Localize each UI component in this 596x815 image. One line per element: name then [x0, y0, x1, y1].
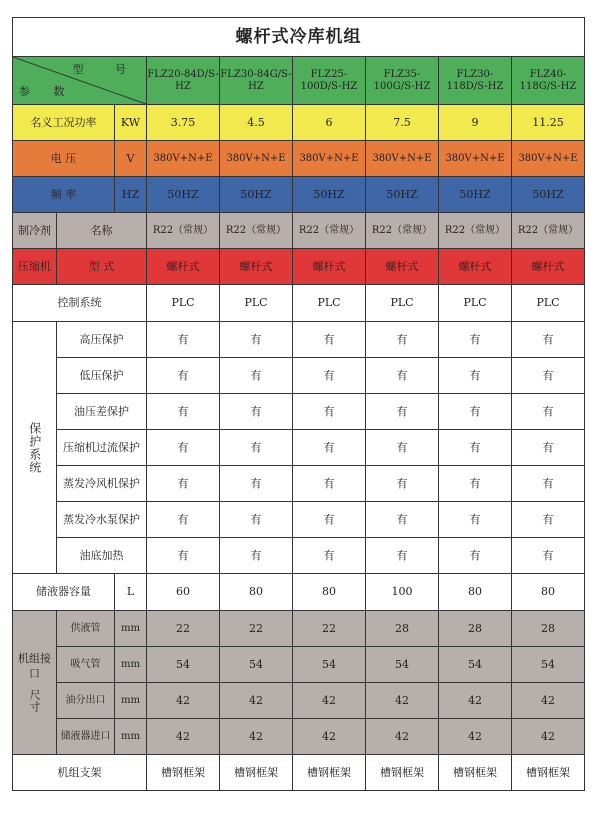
refrigerant-value: R22（常规） [366, 213, 439, 249]
protection-value: 有 [220, 466, 293, 502]
power-label: 名义工况功率 [13, 105, 115, 141]
connection-value: 22 [220, 611, 293, 647]
protection-item-label: 油底加热 [57, 538, 147, 574]
protection-value: 有 [366, 322, 439, 358]
control-value: PLC [293, 285, 366, 322]
protection-value: 有 [366, 466, 439, 502]
model-header: FLZ30-118D/S-HZ [439, 57, 512, 105]
protection-item-label: 蒸发冷水泵保护 [57, 502, 147, 538]
model-header: FLZ35-100G/S-HZ [366, 57, 439, 105]
protection-value: 有 [512, 322, 585, 358]
protection-value: 有 [147, 394, 220, 430]
voltage-value: 380V+N+E [293, 141, 366, 177]
protection-value: 有 [293, 502, 366, 538]
spec-table [12, 17, 585, 791]
receiver-value: 60 [147, 574, 220, 611]
connection-label: 吸气管 [57, 647, 115, 683]
connection-value: 28 [512, 611, 585, 647]
protection-value: 有 [439, 502, 512, 538]
model-header: FLZ25-100D/S-HZ [293, 57, 366, 105]
model-header: FLZ30-84G/S-HZ [220, 57, 293, 105]
protection-item-label: 压缩机过流保护 [57, 430, 147, 466]
connection-unit: mm [115, 683, 147, 719]
table-title: 螺杆式冷库机组 [13, 18, 585, 57]
protection-value: 有 [366, 358, 439, 394]
voltage-value: 380V+N+E [512, 141, 585, 177]
compressor-value: 螺杆式 [220, 249, 293, 285]
compressor-value: 螺杆式 [439, 249, 512, 285]
protection-value: 有 [439, 430, 512, 466]
receiver-value: 80 [220, 574, 293, 611]
protection-value: 有 [439, 538, 512, 574]
header-diagonal-cell [13, 57, 147, 105]
receiver-unit: L [115, 574, 147, 611]
connection-unit: mm [115, 719, 147, 755]
protection-value: 有 [366, 502, 439, 538]
connection-unit: mm [115, 611, 147, 647]
receiver-value: 80 [512, 574, 585, 611]
connection-value: 22 [293, 611, 366, 647]
frequency-label: 频 率 [13, 177, 115, 213]
connections-group-cell [13, 611, 57, 755]
refrigerant-value: R22（常规） [512, 213, 585, 249]
refrigerant-value: R22（常规） [220, 213, 293, 249]
protection-value: 有 [439, 394, 512, 430]
spec-sheet [12, 17, 584, 803]
connections-group-bottom: 尺寸 [28, 689, 42, 714]
power-unit: KW [115, 105, 147, 141]
connection-value: 42 [220, 683, 293, 719]
frequency-value: 50HZ [512, 177, 585, 213]
protection-value: 有 [220, 430, 293, 466]
type-label: 型 号 [72, 63, 140, 76]
refrigerant-name-label: 名称 [57, 213, 147, 249]
protection-value: 有 [293, 466, 366, 502]
connection-value: 54 [220, 647, 293, 683]
compressor-value: 螺杆式 [147, 249, 220, 285]
protection-value: 有 [293, 358, 366, 394]
protection-value: 有 [439, 358, 512, 394]
compressor-type-label: 型 式 [57, 249, 147, 285]
frequency-value: 50HZ [293, 177, 366, 213]
voltage-value: 380V+N+E [147, 141, 220, 177]
power-value: 4.5 [220, 105, 293, 141]
connection-unit: mm [115, 647, 147, 683]
connection-value: 22 [147, 611, 220, 647]
protection-value: 有 [147, 358, 220, 394]
protection-value: 有 [220, 538, 293, 574]
connection-value: 54 [439, 647, 512, 683]
protection-value: 有 [366, 430, 439, 466]
control-value: PLC [220, 285, 293, 322]
protection-value: 有 [366, 538, 439, 574]
power-value: 9 [439, 105, 512, 141]
voltage-unit: V [115, 141, 147, 177]
receiver-value: 80 [439, 574, 512, 611]
connections-group-top: 机组接口 [18, 651, 51, 680]
frame-value: 槽钢框架 [366, 755, 439, 791]
connection-value: 42 [439, 683, 512, 719]
protection-value: 有 [147, 430, 220, 466]
control-value: PLC [366, 285, 439, 322]
protection-value: 有 [293, 430, 366, 466]
refrigerant-value: R22（常规） [439, 213, 512, 249]
receiver-value: 100 [366, 574, 439, 611]
protection-value: 有 [512, 466, 585, 502]
refrigerant-group-label: 制冷剂 [13, 213, 57, 249]
voltage-label: 电 压 [13, 141, 115, 177]
connection-value: 42 [439, 719, 512, 755]
control-label: 控制系统 [13, 285, 147, 322]
control-value: PLC [147, 285, 220, 322]
connection-value: 42 [147, 719, 220, 755]
frequency-value: 50HZ [220, 177, 293, 213]
connection-value: 42 [293, 719, 366, 755]
protection-value: 有 [293, 538, 366, 574]
frequency-unit: HZ [115, 177, 147, 213]
protection-value: 有 [220, 502, 293, 538]
protection-value: 有 [512, 430, 585, 466]
connection-value: 54 [512, 647, 585, 683]
connection-value: 54 [293, 647, 366, 683]
connection-value: 42 [220, 719, 293, 755]
protection-value: 有 [220, 322, 293, 358]
protection-value: 有 [220, 358, 293, 394]
power-value: 3.75 [147, 105, 220, 141]
compressor-value: 螺杆式 [293, 249, 366, 285]
frequency-value: 50HZ [439, 177, 512, 213]
model-header: FLZ20-84D/S-HZ [147, 57, 220, 105]
frame-value: 槽钢框架 [293, 755, 366, 791]
protection-value: 有 [512, 538, 585, 574]
connection-value: 42 [366, 683, 439, 719]
power-value: 7.5 [366, 105, 439, 141]
connection-value: 54 [366, 647, 439, 683]
protection-value: 有 [147, 538, 220, 574]
connection-value: 28 [439, 611, 512, 647]
protection-value: 有 [512, 502, 585, 538]
connection-value: 54 [147, 647, 220, 683]
connection-value: 28 [366, 611, 439, 647]
power-value: 11.25 [512, 105, 585, 141]
refrigerant-value: R22（常规） [147, 213, 220, 249]
protection-item-label: 油压差保护 [57, 394, 147, 430]
protection-group-label: 保护系统 [27, 421, 42, 474]
connection-label: 供液管 [57, 611, 115, 647]
protection-value: 有 [293, 322, 366, 358]
voltage-value: 380V+N+E [439, 141, 512, 177]
voltage-value: 380V+N+E [366, 141, 439, 177]
frame-label: 机组支架 [13, 755, 147, 791]
protection-group-cell [13, 322, 57, 574]
frame-value: 槽钢框架 [439, 755, 512, 791]
protection-value: 有 [293, 394, 366, 430]
protection-item-label: 高压保护 [57, 322, 147, 358]
compressor-value: 螺杆式 [366, 249, 439, 285]
protection-value: 有 [439, 322, 512, 358]
connection-value: 42 [512, 719, 585, 755]
connection-value: 42 [366, 719, 439, 755]
frequency-value: 50HZ [147, 177, 220, 213]
protection-value: 有 [147, 322, 220, 358]
compressor-group-label: 压缩机 [13, 249, 57, 285]
protection-value: 有 [220, 394, 293, 430]
protection-value: 有 [512, 394, 585, 430]
connection-value: 42 [293, 683, 366, 719]
refrigerant-value: R22（常规） [293, 213, 366, 249]
frame-value: 槽钢框架 [147, 755, 220, 791]
protection-item-label: 低压保护 [57, 358, 147, 394]
frequency-value: 50HZ [366, 177, 439, 213]
connection-label: 油分出口 [57, 683, 115, 719]
receiver-label: 储液器容量 [13, 574, 115, 611]
compressor-value: 螺杆式 [512, 249, 585, 285]
param-label: 参 数 [19, 84, 75, 98]
connection-value: 42 [147, 683, 220, 719]
power-value: 6 [293, 105, 366, 141]
protection-value: 有 [439, 466, 512, 502]
protection-value: 有 [147, 466, 220, 502]
voltage-value: 380V+N+E [220, 141, 293, 177]
frame-value: 槽钢框架 [512, 755, 585, 791]
control-value: PLC [439, 285, 512, 322]
frame-value: 槽钢框架 [220, 755, 293, 791]
protection-item-label: 蒸发冷风机保护 [57, 466, 147, 502]
control-value: PLC [512, 285, 585, 322]
receiver-value: 80 [293, 574, 366, 611]
protection-value: 有 [366, 394, 439, 430]
connection-value: 42 [512, 683, 585, 719]
connection-label: 储液器进口 [57, 719, 115, 755]
model-header: FLZ40-118G/S-HZ [512, 57, 585, 105]
protection-value: 有 [147, 502, 220, 538]
protection-value: 有 [512, 358, 585, 394]
